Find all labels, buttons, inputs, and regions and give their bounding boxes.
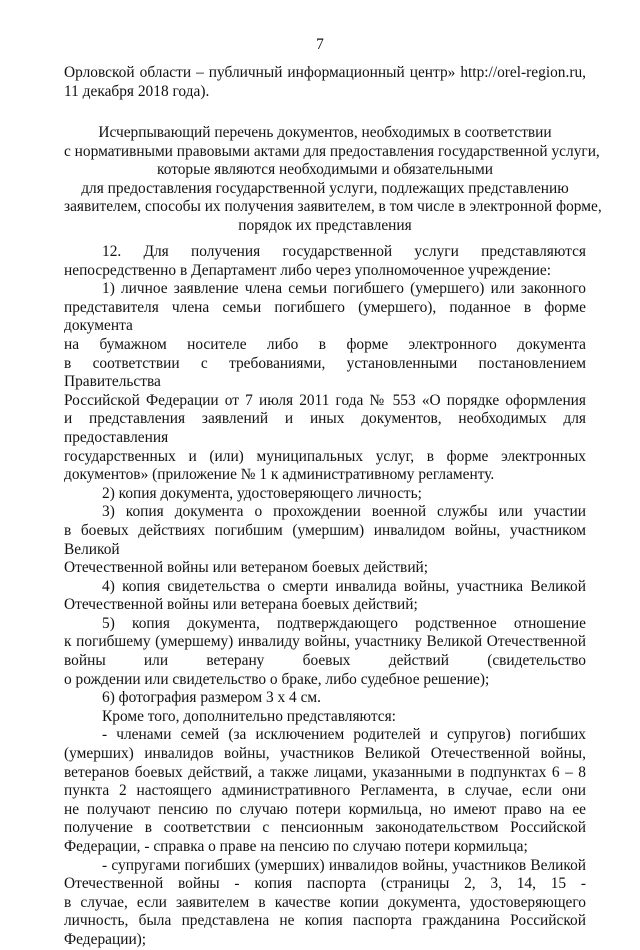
title-line: для предоставления государственной услуги, подлежащих представлению <box>81 179 569 197</box>
body-line: Кроме того, дополнительно представляются: <box>102 707 396 725</box>
body-line: 4) копия свидетельства о смерти инвалида войны, участника Великой <box>102 577 586 595</box>
body-line: - супругами погибших (умерших) инвалидов войны, участников Великой <box>102 856 586 874</box>
body-line: 6) фотография размером 3 х 4 см. <box>102 689 322 707</box>
body-line: на бумажном носителе либо в форме электронного документа <box>64 335 586 353</box>
body-line: и представления заявлений и иных документов, необходимых для предоставления <box>64 410 586 446</box>
section-title <box>64 124 602 236</box>
body-line: Отечественной войны или ветераном боевых действий; <box>64 559 429 577</box>
body-line: в соответствии с требованиями, установленными постановлением Правительства <box>64 354 586 391</box>
body-line: Российской Федерации от 7 июля 2011 года № 553 «О порядке оформления <box>64 391 586 409</box>
title-line: порядок их представления <box>238 216 412 234</box>
body-line: представителя члена семьи погибшего (умершего), поданное в форме документа <box>64 298 586 335</box>
body-line: 5) копия документа, подтверждающего родственное отношение <box>102 614 586 632</box>
body-line: Федерации, - справка о праве на пенсию по случаю потери кормильца; <box>64 838 528 855</box>
section-body <box>64 243 586 950</box>
intro-line: 11 декабря 2018 года). <box>64 82 210 100</box>
body-line: государственных и (или) муниципальных услуг, в форме электронных <box>64 447 586 465</box>
body-line: войны или ветерану боевых действий (свидетельство <box>64 652 586 670</box>
body-line: получение в соответствии с пенсионным законодательством Российской <box>64 819 586 837</box>
body-line: в случае, если заявителем в качестве копии документа, удостоверяющего <box>64 893 586 911</box>
body-line: о рождении или свидетельство о браке, либо судебное решение); <box>64 670 490 688</box>
body-line: - членами семей (за исключением родителей и супругов) погибших <box>102 726 586 744</box>
title-line: заявителем, способы их получения заявителем, в том числе в электронной форме, <box>64 198 602 216</box>
title-line: Исчерпывающий перечень документов, необходимых в соответствии <box>98 124 552 141</box>
body-line: непосредственно в Департамент либо через уполномоченное учреждение: <box>64 261 551 279</box>
body-line: не получают пенсию по случаю потери кормильца, но имеют право на ее <box>64 800 586 818</box>
page-number: 7 <box>316 36 324 53</box>
body-line: (умерших) инвалидов войны, участников Великой Отечественной войны, <box>64 745 586 763</box>
body-line: Отечественной войны или ветерана боевых действий; <box>64 596 418 614</box>
body-line: к погибшему (умершему) инвалиду войны, участнику Великой Отечественной <box>64 633 586 651</box>
body-line: личность, была представлена не копия паспорта гражданина Российской <box>64 912 586 930</box>
intro-line: Орловской области – публичный информационный центр» http://orel-region.ru, <box>64 64 586 81</box>
body-line: пункта 2 настоящего административного Регламента, в случае, если они <box>64 782 586 800</box>
body-line: документов» (приложение № 1 к административному регламенту. <box>64 466 495 484</box>
body-line: 3) копия документа о прохождении военной службы или участии <box>102 503 586 521</box>
body-line: Отечественной войны - копия паспорта (страницы 2, 3, 14, 15 - <box>64 875 586 893</box>
title-line: которые являются необходимыми и обязательными <box>157 161 493 179</box>
body-line: 12. Для получения государственной услуги представляются <box>102 243 586 260</box>
intro-paragraph <box>64 64 586 101</box>
body-line: Федерации); <box>64 930 147 948</box>
body-line: 2) копия документа, удостоверяющего личность; <box>102 484 422 502</box>
body-line: ветеранов боевых действий, а также лицами, указанными в подпунктах 6 – 8 <box>64 763 586 781</box>
body-line: в боевых действиях погибшим (умершим) инвалидом войны, участником Великой <box>64 521 586 558</box>
body-line: 1) личное заявление члена семьи погибшего (умершего) или законного <box>102 280 586 298</box>
title-line: с нормативными правовыми актами для предоставления государственной услуги, <box>64 142 600 160</box>
